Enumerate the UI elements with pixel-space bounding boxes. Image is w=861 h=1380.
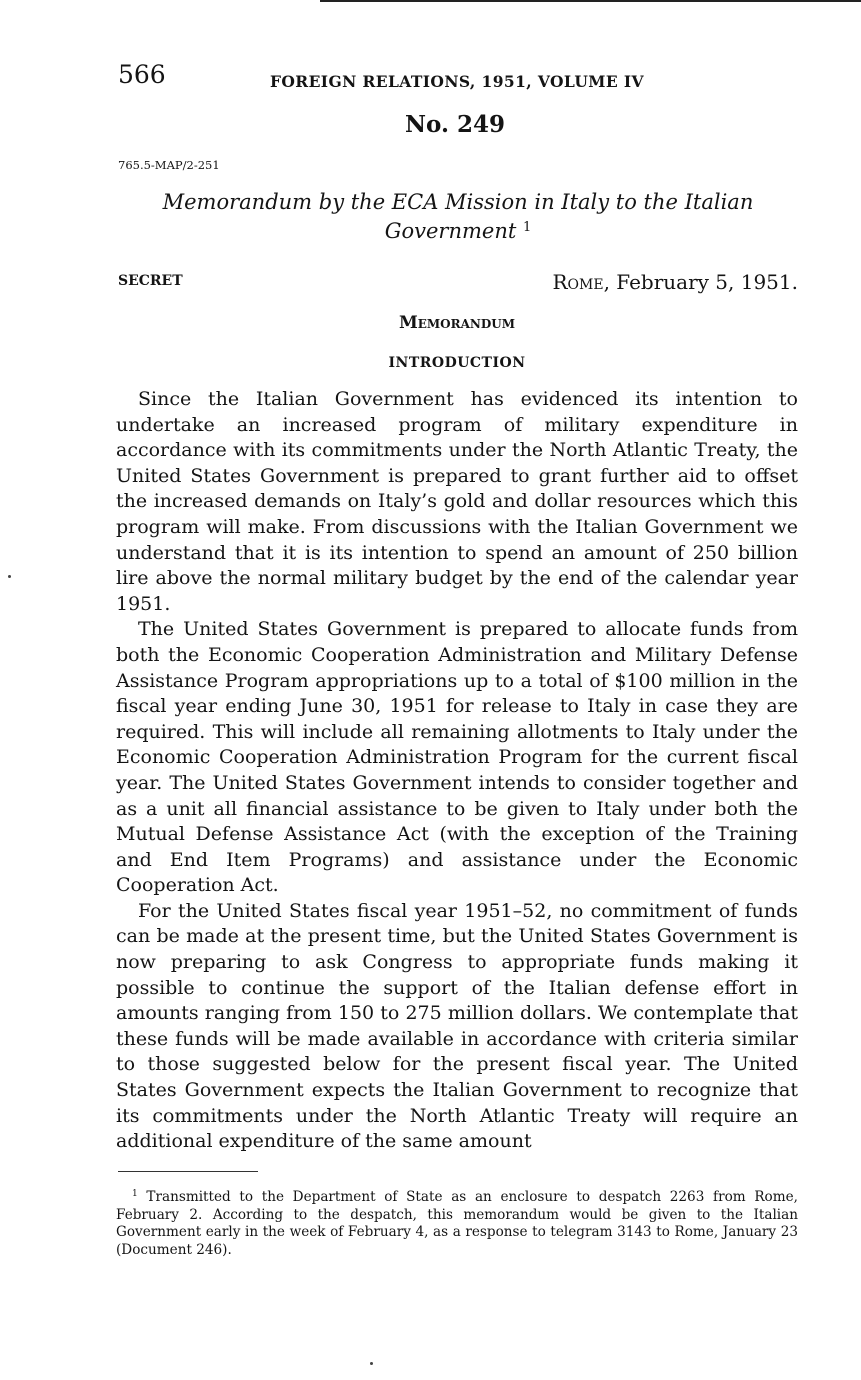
body-text [116, 387, 798, 1155]
document-title-text: Memorandum by the ECA Mission in Italy to the Italian Government [162, 190, 754, 243]
running-title: FOREIGN RELATIONS, 1951, VOLUME IV [270, 72, 644, 91]
title-footnote-marker: 1 [522, 220, 532, 235]
section-heading: INTRODUCTION [388, 355, 526, 371]
footnote-marker: 1 [132, 1189, 138, 1199]
document-number: No. 249 [405, 111, 505, 138]
classification-label: SECRET [118, 273, 183, 289]
memorandum-heading: Memorandum [398, 313, 516, 333]
scan-speck [370, 1362, 373, 1365]
scan-speck [8, 575, 11, 578]
dateline-place: Rome [552, 270, 604, 294]
top-border-line [320, 0, 861, 2]
footnote-text: Transmitted to the Department of State as an enclosure to despatch 2263 from Rome, February 2. According to the despatch, this memorandum would be given to the Italian Government early in the week of February 4, as a response to telegram 3143 to Rome, January 23 (Document 246). [116, 1189, 798, 1258]
file-reference: 765.5-MAP/2-251 [118, 158, 220, 172]
dateline [552, 270, 798, 294]
paragraph: The United States Government is prepared to allocate funds from both the Economic Cooperation Administration and Military Defense Assistance Program appropriations up to a total of $100 million in the fiscal year ending June 30, 1951 for release to Italy in case they are required. This will include all remaining allotments to Italy under the Economic Cooperation Administration Program for the current fiscal year. The United States Government intends to consider together and as a unit all financial assistance to be given to Italy under both the Mutual Defense Assistance Act (with the exception of the Training and End Item Programs) and assistance under the Economic Cooperation Act. [116, 618, 798, 897]
footnote [116, 1186, 798, 1259]
dateline-date: , February 5, 1951. [603, 270, 798, 294]
paragraph: For the United States fiscal year 1951–52, no commitment of funds can be made at the present time, but the United States Government is now preparing to ask Congress to appropriate funds making it possible to continue the support of the Italian defense effort in amounts ranging from 150 to 275 million dollars. We contemplate that these funds will be made available in accordance with criteria similar to those suggested below for the present fiscal year. The United States Government expects the Italian Government to recognize that its commitments under the North Atlantic Treaty will require an additional expenditure of the same amount [116, 899, 798, 1153]
paragraph: Since the Italian Government has evidenced its intention to undertake an increased program of military expenditure in accordance with its commitments under the North Atlantic Treaty, the United States Government is prepared to grant further aid to offset the increased demands on Italy’s gold and dollar resources which this program will make. From discussions with the Italian Government we understand that it is its intention to spend an amount of 250 billion lire above the normal military budget by the end of the calendar year 1951. [116, 388, 798, 615]
footnote-divider [118, 1171, 258, 1172]
page-number: 566 [118, 60, 166, 89]
document-title [118, 189, 798, 244]
